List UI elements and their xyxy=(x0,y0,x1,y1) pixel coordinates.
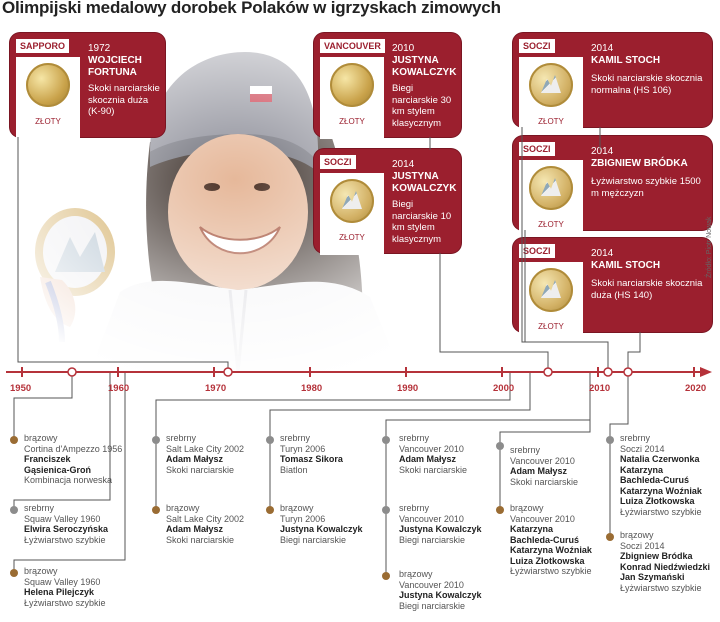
axis-label: 1980 xyxy=(301,383,323,394)
axis-tick xyxy=(21,367,23,377)
medal-kind: srebrny xyxy=(510,445,541,455)
axis-label: 1970 xyxy=(205,383,227,394)
sport: Biatlon xyxy=(280,464,308,475)
athlete-name: Tomasz Sikora xyxy=(280,454,343,464)
medal-type: ZŁOTY xyxy=(538,117,564,126)
sport: Łyżwiarstwo szybkie xyxy=(620,582,702,593)
axis-tick xyxy=(213,367,215,377)
athlete-name: Adam Małysz xyxy=(166,524,224,534)
games-location: VANCOUVER xyxy=(320,39,385,53)
athlete-name: Luiza Złotkowska xyxy=(510,555,585,566)
card-desc: Biegi narciarskie 10 km stylem klasycznym xyxy=(392,199,452,245)
silver-medal-dot xyxy=(496,442,504,450)
games-location: SOCZI xyxy=(519,39,555,53)
games-location: SOCZI xyxy=(320,155,356,169)
sport: Skoki narciarskie xyxy=(166,464,235,475)
sport: Łyżwiarstwo szybkie xyxy=(24,534,106,545)
athlete-name: Natalia Czerwonka xyxy=(620,454,700,464)
medal-kind: brązowy xyxy=(166,503,200,513)
athlete-name: Gąsienica-Groń xyxy=(24,464,92,475)
axis-label: 1950 xyxy=(10,383,32,394)
medal-kind: brązowy xyxy=(399,569,433,579)
axis-tick xyxy=(597,367,599,377)
medal-entry xyxy=(620,530,720,593)
medal-kind: srebrny xyxy=(280,433,311,443)
medal-entry xyxy=(399,569,499,611)
medal-entry xyxy=(24,503,154,545)
silver-medal-dot xyxy=(382,506,390,514)
medal-kind: srebrny xyxy=(399,433,430,443)
medal-kind: srebrny xyxy=(620,433,651,443)
bronze-medal-dot xyxy=(10,569,18,577)
games-event: Soczi 2014 xyxy=(620,540,665,551)
athlete-name: Bachleda-Curuś xyxy=(620,475,690,485)
games-event: Vancouver 2010 xyxy=(399,513,464,524)
games-event: Turyn 2006 xyxy=(280,443,326,454)
games-event: Cortina d'Ampezzo 1956 xyxy=(24,443,123,454)
axis-label: 2000 xyxy=(493,383,515,394)
medal-kind: brązowy xyxy=(24,566,58,576)
sport: Łyżwiarstwo szybkie xyxy=(24,597,106,608)
axis-label: 2020 xyxy=(685,383,707,394)
source-credit: Źródło: Piotr Nowak xyxy=(706,216,713,278)
games-location: SOCZI xyxy=(519,142,555,156)
page-title: Olimpijski medalowy dorobek Polaków w igrzyskach zimowych xyxy=(2,0,501,17)
bronze-medal-dot xyxy=(496,506,504,514)
sport: Biegi narciarskie xyxy=(399,600,466,611)
medal-type: ZŁOTY xyxy=(538,322,564,331)
medal-kind: srebrny xyxy=(399,503,430,513)
athlete-name: Konrad Niedźwiedzki xyxy=(620,561,711,572)
axis-tick xyxy=(117,367,119,377)
games-event: Vancouver 2010 xyxy=(399,579,464,590)
athlete-name: Adam Małysz xyxy=(166,454,224,464)
athlete-name: Justyna Kowalczyk xyxy=(399,524,482,534)
games-location: SAPPORO xyxy=(16,39,69,53)
medal-entry xyxy=(280,433,380,475)
silver-medal-dot xyxy=(10,506,18,514)
athlete-name: Bachleda-Curuś xyxy=(510,534,580,545)
bronze-medal-dot xyxy=(266,506,274,514)
silver-medal-dot xyxy=(382,436,390,444)
sport: Łyżwiarstwo szybkie xyxy=(620,506,702,517)
games-event: Vancouver 2010 xyxy=(510,513,575,524)
sport: Skoki narciarskie xyxy=(510,476,579,487)
axis-tick xyxy=(405,367,407,377)
medal-kind: brązowy xyxy=(24,433,58,443)
silver-medal-dot xyxy=(266,436,274,444)
card-year: 2014 xyxy=(591,43,614,54)
athlete-name: Jan Szymański xyxy=(620,572,685,582)
medal-kind: srebrny xyxy=(24,503,55,513)
axis-label: 1990 xyxy=(397,383,419,394)
medal-type: ZŁOTY xyxy=(339,117,365,126)
card-desc: Skoki narciarskie skocznia duża (K-90) xyxy=(88,83,160,117)
card-year: 2014 xyxy=(591,146,614,157)
games-event: Soczi 2014 xyxy=(620,443,665,454)
games-event: Vancouver 2010 xyxy=(510,455,575,466)
medal-entry xyxy=(24,433,154,486)
athlete-name: Elwira Seroczyńska xyxy=(24,524,109,534)
athlete-name: Luiza Złotkowska xyxy=(620,496,695,506)
card-year: 2014 xyxy=(392,159,415,170)
athlete-name: Adam Małysz xyxy=(399,454,457,464)
card-year: 2014 xyxy=(591,248,614,259)
sport: Łyżwiarstwo szybkie xyxy=(510,566,592,576)
games-event: Vancouver 2010 xyxy=(399,443,464,454)
medal-entry xyxy=(24,566,154,608)
medal-type: ZŁOTY xyxy=(538,220,564,229)
card-name: WOJCIECH FORTUNA xyxy=(88,55,142,78)
sport: Skoki narciarskie xyxy=(166,534,235,545)
sport: Biegi narciarskie xyxy=(280,534,347,545)
card-year: 2010 xyxy=(392,43,415,54)
card-desc: Skoki narciarskie skocznia normalna (HS 106) xyxy=(591,73,703,96)
card-name: JUSTYNA KOWALCZYK xyxy=(392,55,457,78)
sport: Kombinacja norweska xyxy=(24,475,113,485)
card-desc: Skoki narciarskie skocznia duża (HS 140) xyxy=(591,278,703,301)
card-name: KAMIL STOCH xyxy=(591,55,661,66)
sport: Biegi narciarskie xyxy=(399,534,466,545)
axis-label: 1960 xyxy=(108,383,130,394)
medal-kind: brązowy xyxy=(510,503,544,513)
athlete-name: Adam Małysz xyxy=(510,466,568,476)
medal-entry xyxy=(510,503,610,577)
athlete-name: Katarzyna Woźniak xyxy=(620,485,702,496)
axis-tick xyxy=(693,367,695,377)
medal-entry xyxy=(510,445,610,487)
athlete-name: Katarzyna Woźniak xyxy=(510,545,592,555)
games-event: Turyn 2006 xyxy=(280,513,326,524)
medal-kind: brązowy xyxy=(620,530,654,540)
athlete-name: Justyna Kowalczyk xyxy=(399,590,482,600)
medal-entry xyxy=(280,503,390,545)
card-name: KAMIL STOCH xyxy=(591,260,661,271)
medal-entry xyxy=(620,433,720,517)
bronze-medal-dot xyxy=(10,436,18,444)
medal-entry xyxy=(166,503,276,545)
card-desc: Biegi narciarskie 30 km stylem klasycznym xyxy=(392,83,452,129)
sport: Skoki narciarskie xyxy=(399,464,468,475)
card-year: 1972 xyxy=(88,43,111,54)
games-event: Salt Lake City 2002 xyxy=(166,443,245,454)
axis-label: 2010 xyxy=(589,383,611,394)
games-event: Salt Lake City 2002 xyxy=(166,513,245,524)
athlete-name: Katarzyna xyxy=(510,524,554,534)
card-name: JUSTYNA KOWALCZYK xyxy=(392,171,457,194)
silver-medal-dot xyxy=(606,436,614,444)
axis-tick xyxy=(309,367,311,377)
games-event: Squaw Valley 1960 xyxy=(24,513,101,524)
silver-medal-dot xyxy=(152,436,160,444)
bronze-medal-dot xyxy=(382,572,390,580)
medal-type: ZŁOTY xyxy=(35,117,61,126)
bronze-medal-dot xyxy=(152,506,160,514)
axis-tick xyxy=(501,367,503,377)
athlete-name: Franciszek xyxy=(24,454,71,464)
athlete-name: Katarzyna xyxy=(620,464,664,475)
medal-entry xyxy=(399,503,499,545)
medal-kind: srebrny xyxy=(166,433,197,443)
athlete-name: Helena Pilejczyk xyxy=(24,587,95,597)
athlete-name: Zbigniew Bródka xyxy=(620,551,693,561)
medal-entry xyxy=(166,433,276,475)
bronze-medal-dot xyxy=(606,533,614,541)
athlete-name: Justyna Kowalczyk xyxy=(280,524,363,534)
card-name: ZBIGNIEW BRÓDKA xyxy=(591,158,688,169)
games-event: Squaw Valley 1960 xyxy=(24,576,101,587)
medal-kind: brązowy xyxy=(280,503,314,513)
medal-entry xyxy=(399,433,499,475)
card-desc: Łyżwiarstwo szybkie 1500 m mężczyzn xyxy=(591,176,701,199)
games-location: SOCZI xyxy=(519,244,555,258)
medal-type: ZŁOTY xyxy=(339,233,365,242)
